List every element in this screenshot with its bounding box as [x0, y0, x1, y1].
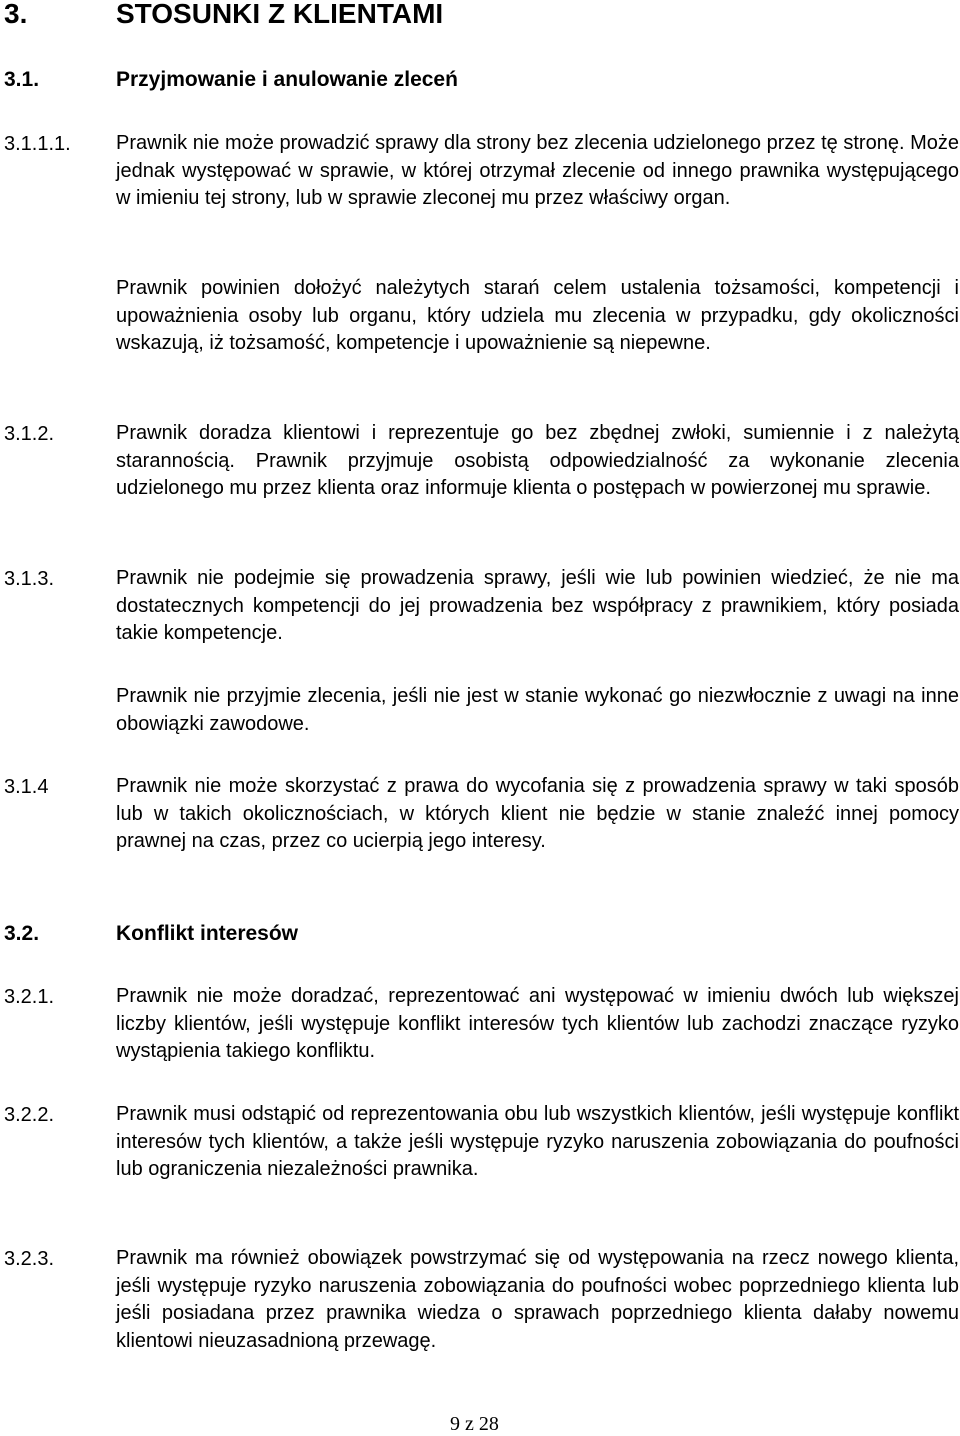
section-title: Konflikt interesów — [116, 922, 299, 945]
clause-text: Prawnik nie podejmie się prowadzenia sprawy, jeśli wie lub powinien wiedzieć, że nie ma dostatecznych kompetencji do jej prowadzenia bez współpracy z prawnikiem, który posiada takie kompetencje. — [116, 567, 959, 645]
chapter-number: 3. — [4, 0, 28, 29]
section-number: 3.1. — [4, 68, 40, 91]
clause-number: 3.1.2. — [4, 423, 55, 445]
clause-text: Prawnik musi odstąpić od reprezentowania obu lub wszystkich klientów, jeśli występuje konflikt interesów tych klientów, a także jeśli występuje ryzyko naruszenia zobowiązania do poufności lub ograniczenia niezależności prawnika. — [116, 1103, 959, 1181]
section-number: 3.2. — [4, 922, 40, 945]
clause-number: 3.1.4 — [4, 776, 49, 798]
section-title: Przyjmowanie i anulowanie zleceń — [116, 68, 458, 91]
clause-text: Prawnik nie może skorzystać z prawa do wycofania się z prowadzenia sprawy w taki sposób lub w takich okolicznościach, w których klient nie będzie w stanie znaleźć innej pomocy prawnej na czas, przez co ucierpią jego interesy. — [116, 775, 959, 853]
clause-text: Prawnik powinien dołożyć należytych starań celem ustalenia tożsamości, kompetencji i upoważnienia osoby lub organu, który udziela mu zlecenia w przypadku, gdy okoliczności wskazują, iż tożsamość, kompetencje i upoważnienie są niepewne. — [116, 277, 959, 355]
clause-number: 3.2.1. — [4, 986, 55, 1008]
clause-text: Prawnik nie przyjmie zlecenia, jeśli nie jest w stanie wykonać go niezwłocznie z uwagi na inne obowiązki zawodowe. — [116, 685, 959, 735]
clause-text: Prawnik nie może prowadzić sprawy dla strony bez zlecenia udzielonego przez tę stronę. Może jednak występować w sprawie, w której otrzymał zlecenie od innego prawnika występującego w imieniu tej strony, lub w sprawie zleconej mu przez właściwy organ. — [116, 132, 959, 210]
clause-text: Prawnik ma również obowiązek powstrzymać się od występowania na rzecz nowego klienta, jeśli występuje ryzyko naruszenia zobowiązania do poufności wobec poprzedniego klienta lub jeśli posiadana przez prawnika wiedza o sprawach poprzedniego klienta dałaby nowemu klientowi nieuzasadnioną przewagę. — [116, 1247, 959, 1352]
clause-number: 3.2.3. — [4, 1248, 55, 1270]
clause-number: 3.2.2. — [4, 1104, 55, 1126]
page-number: 9 z 28 — [450, 1413, 499, 1435]
chapter-title: STOSUNKI Z KLIENTAMI — [116, 0, 444, 29]
clause-text: Prawnik nie może doradzać, reprezentować ani występować w imieniu dwóch lub większej liczby klientów, jeśli występuje konflikt interesów tych klientów lub zachodzi znaczące ryzyko wystąpienia takiego konfliktu. — [116, 985, 959, 1063]
clause-number: 3.1.1.1. — [4, 133, 71, 155]
clause-number: 3.1.3. — [4, 568, 55, 590]
clause-text: Prawnik doradza klientowi i reprezentuje go bez zbędnej zwłoki, sumiennie i z należytą starannością. Prawnik przyjmuje osobistą odpowiedzialność za wykonanie zlecenia udzielonego mu przez klienta oraz informuje klienta o postępach w powierzonej mu sprawie. — [116, 422, 959, 500]
